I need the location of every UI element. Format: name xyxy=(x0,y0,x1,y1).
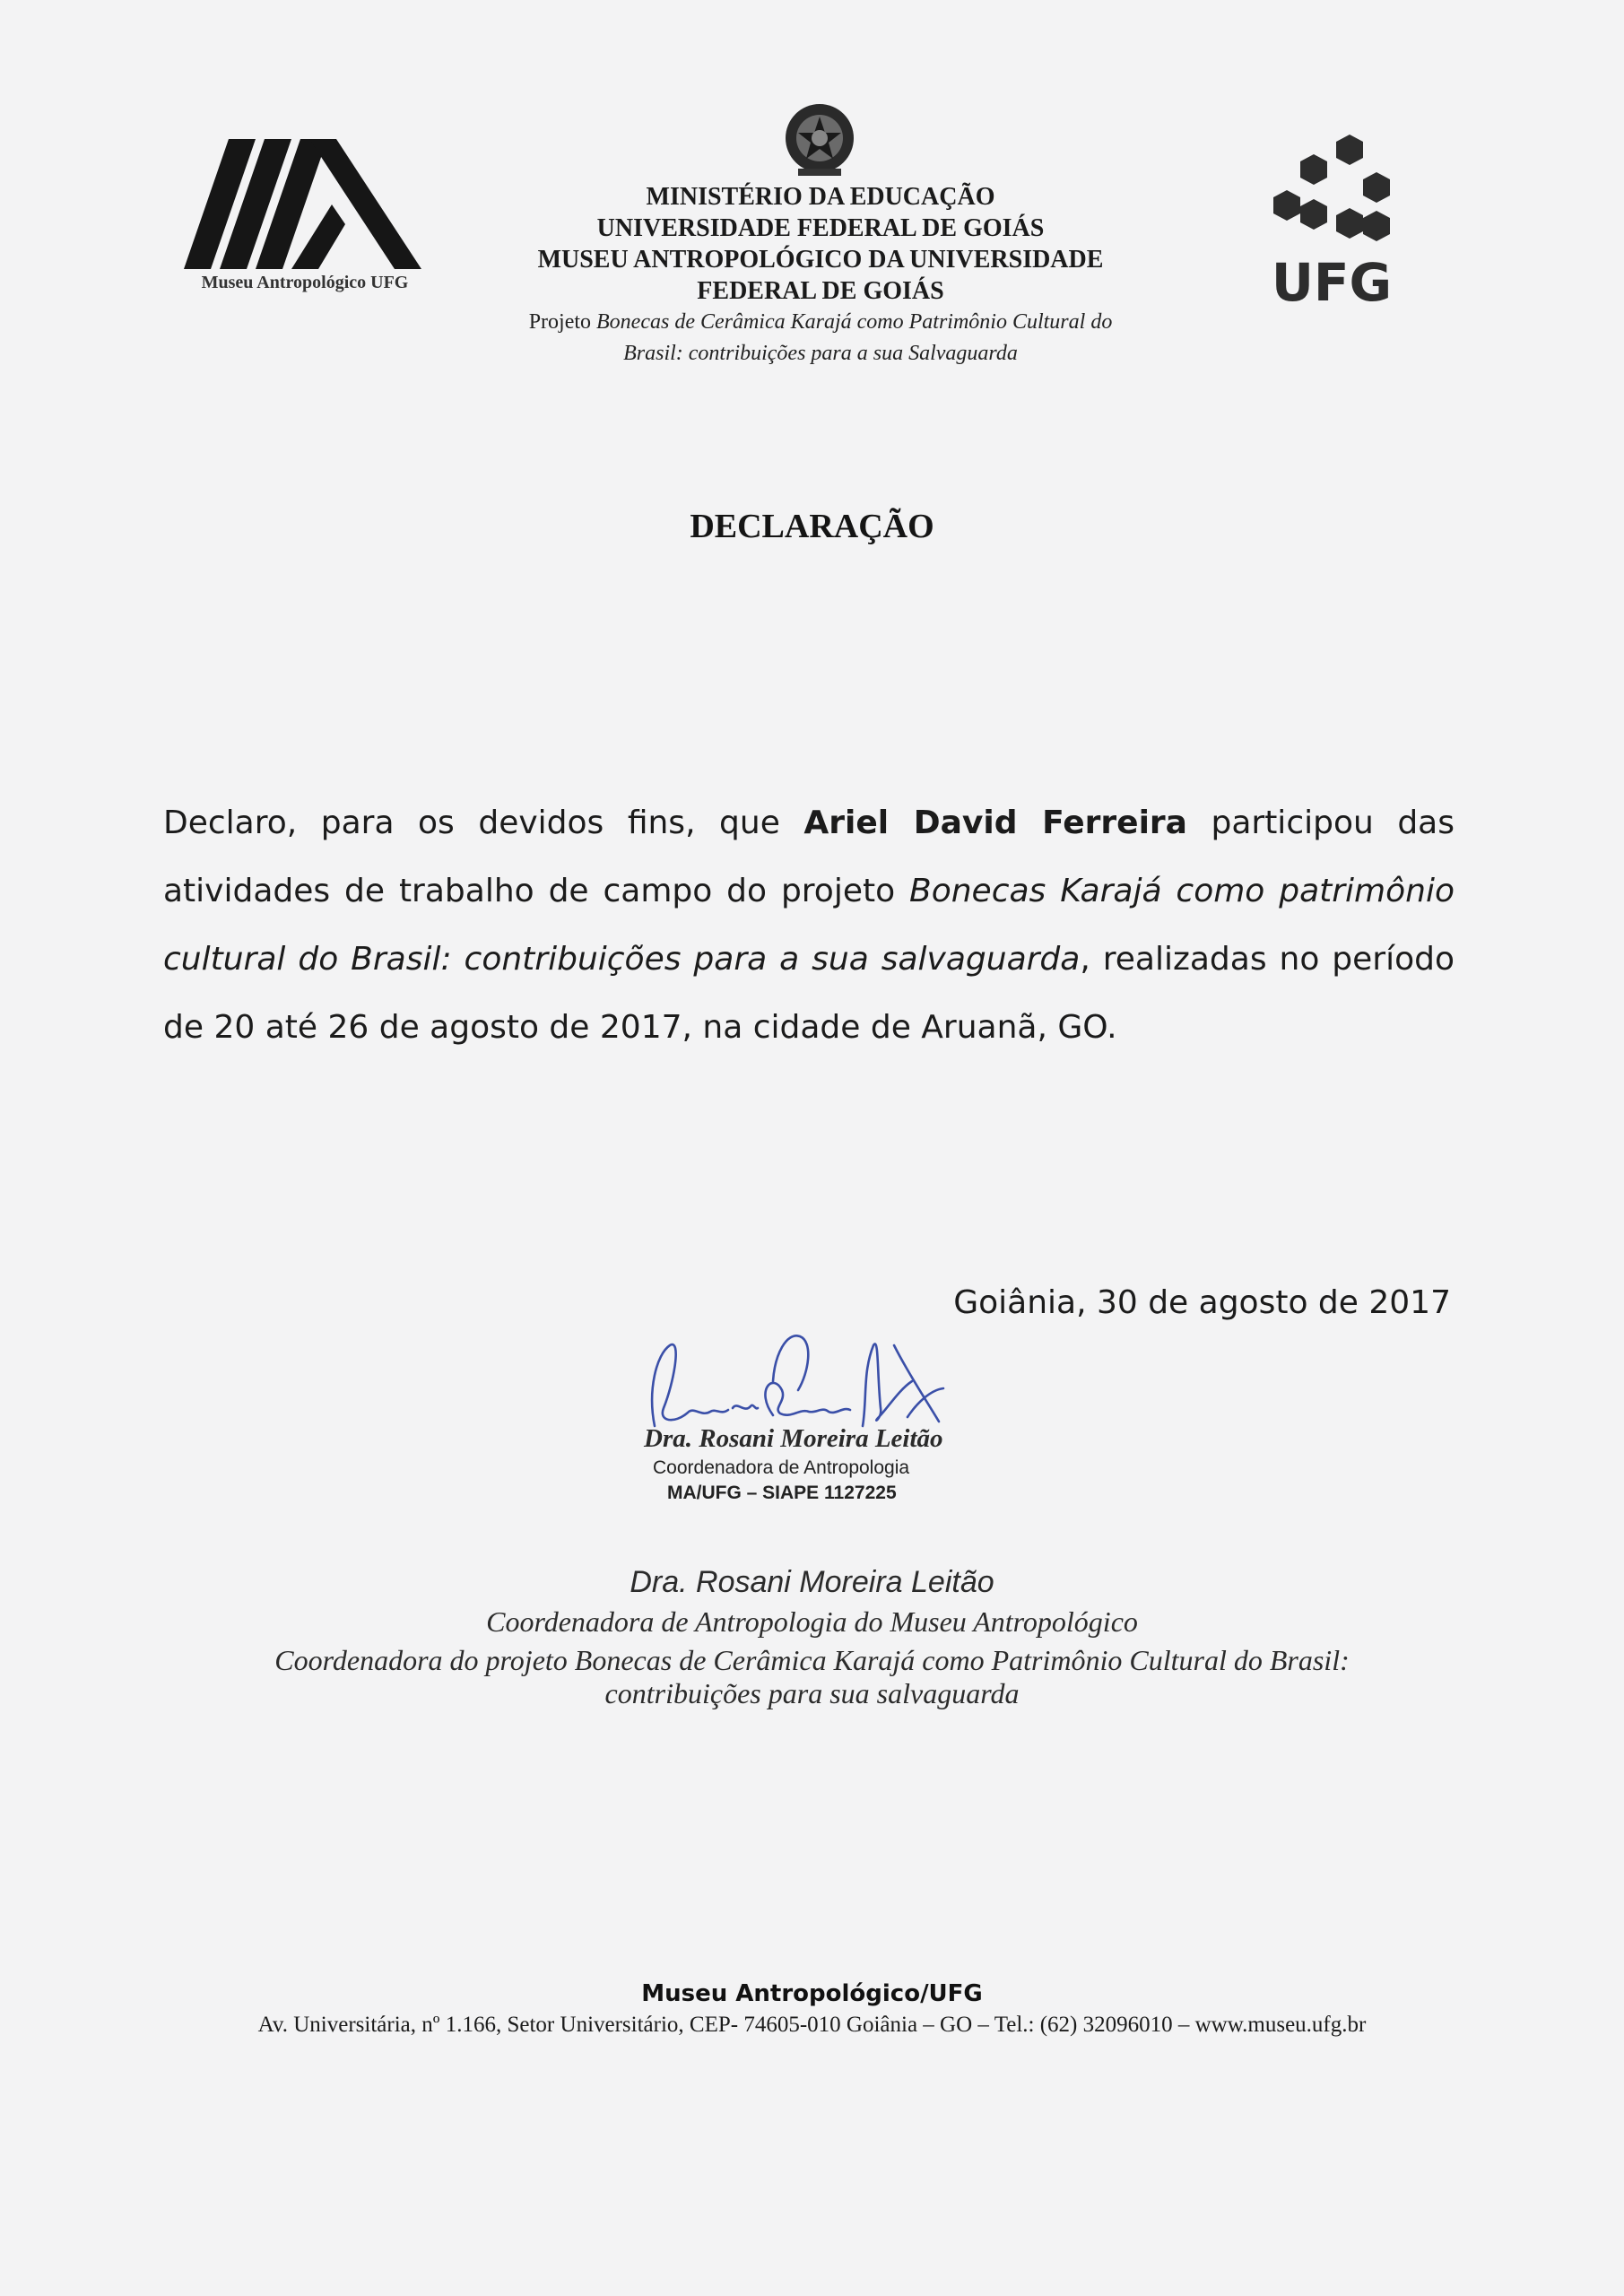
signatory-role: Coordenadora de Antropologia do Museu Antropológico xyxy=(486,1605,1138,1638)
museum-logo-label: Museu Antropológico UFG xyxy=(201,273,409,292)
header-line: MINISTÉRIO DA EDUCAÇÃO xyxy=(646,183,995,211)
project-title-line1: Bonecas de Cerâmica Karajá como Patrimônio Cultural do xyxy=(596,310,1113,334)
stamp-siape: MA/UFG – SIAPE 1127225 xyxy=(667,1483,897,1503)
signature-stamp xyxy=(644,1424,967,1504)
project-title-line2: Brasil: contribuições para a sua Salvaguarda xyxy=(623,342,1018,365)
declaration-body xyxy=(163,789,1455,1062)
body-text-part: , realizadas no período de 20 até 26 de agosto de 2017, na cidade de Aruanã, GO. xyxy=(163,941,1455,1046)
date-line: Goiânia, 30 de agosto de 2017 xyxy=(953,1284,1451,1321)
body-text-part: participou das atividades de trabalho de campo do projeto xyxy=(163,804,1455,909)
signatory-project-role xyxy=(0,1644,1624,1710)
signatory-project-role-line: Coordenadora do projeto Bonecas de Cerâmica Karajá como Patrimônio Cultural do Brasil: xyxy=(274,1644,1350,1676)
stamp-name: Dra. Rosani Moreira Leitão xyxy=(644,1424,943,1453)
signatory-block xyxy=(0,1565,1624,1710)
brazil-coat-of-arms-icon xyxy=(782,100,857,181)
header-line: MUSEU ANTROPOLÓGICO DA UNIVERSIDADE xyxy=(537,246,1104,274)
footer-title: Museu Antropológico/UFG xyxy=(641,1980,983,2007)
signatory-project-role-line: contribuições para sua salvaguarda xyxy=(604,1677,1020,1709)
stamp-role: Coordenadora de Antropologia xyxy=(653,1457,910,1478)
body-text-part: Declaro, para os devidos fins, que xyxy=(163,804,804,841)
header-line: FEDERAL DE GOIÁS xyxy=(697,277,944,305)
institution-header xyxy=(430,181,1211,307)
footer-address: Av. Universitária, nº 1.166, Setor Universitário, CEP- 74605-010 Goiânia – GO – Tel.: (62) 32096010 – www.museu.ufg.br xyxy=(257,2013,1367,2037)
header-line: UNIVERSIDADE FEDERAL DE GOIÁS xyxy=(596,214,1045,242)
project-name: Bonecas Karajá como patrimônio cultural do Brasil: contribuições para a sua salvaguarda xyxy=(163,873,1455,978)
document-title: DECLARAÇÃO xyxy=(690,508,934,545)
header-project xyxy=(430,307,1211,370)
footer xyxy=(0,1980,1624,2038)
participant-name: Ariel David Ferreira xyxy=(803,804,1187,841)
signatory-name: Dra. Rosani Moreira Leitão xyxy=(630,1565,994,1599)
ufg-logo-text: UFG xyxy=(1271,252,1393,309)
ufg-logo xyxy=(1264,130,1399,309)
project-prefix: Projeto xyxy=(528,310,597,334)
